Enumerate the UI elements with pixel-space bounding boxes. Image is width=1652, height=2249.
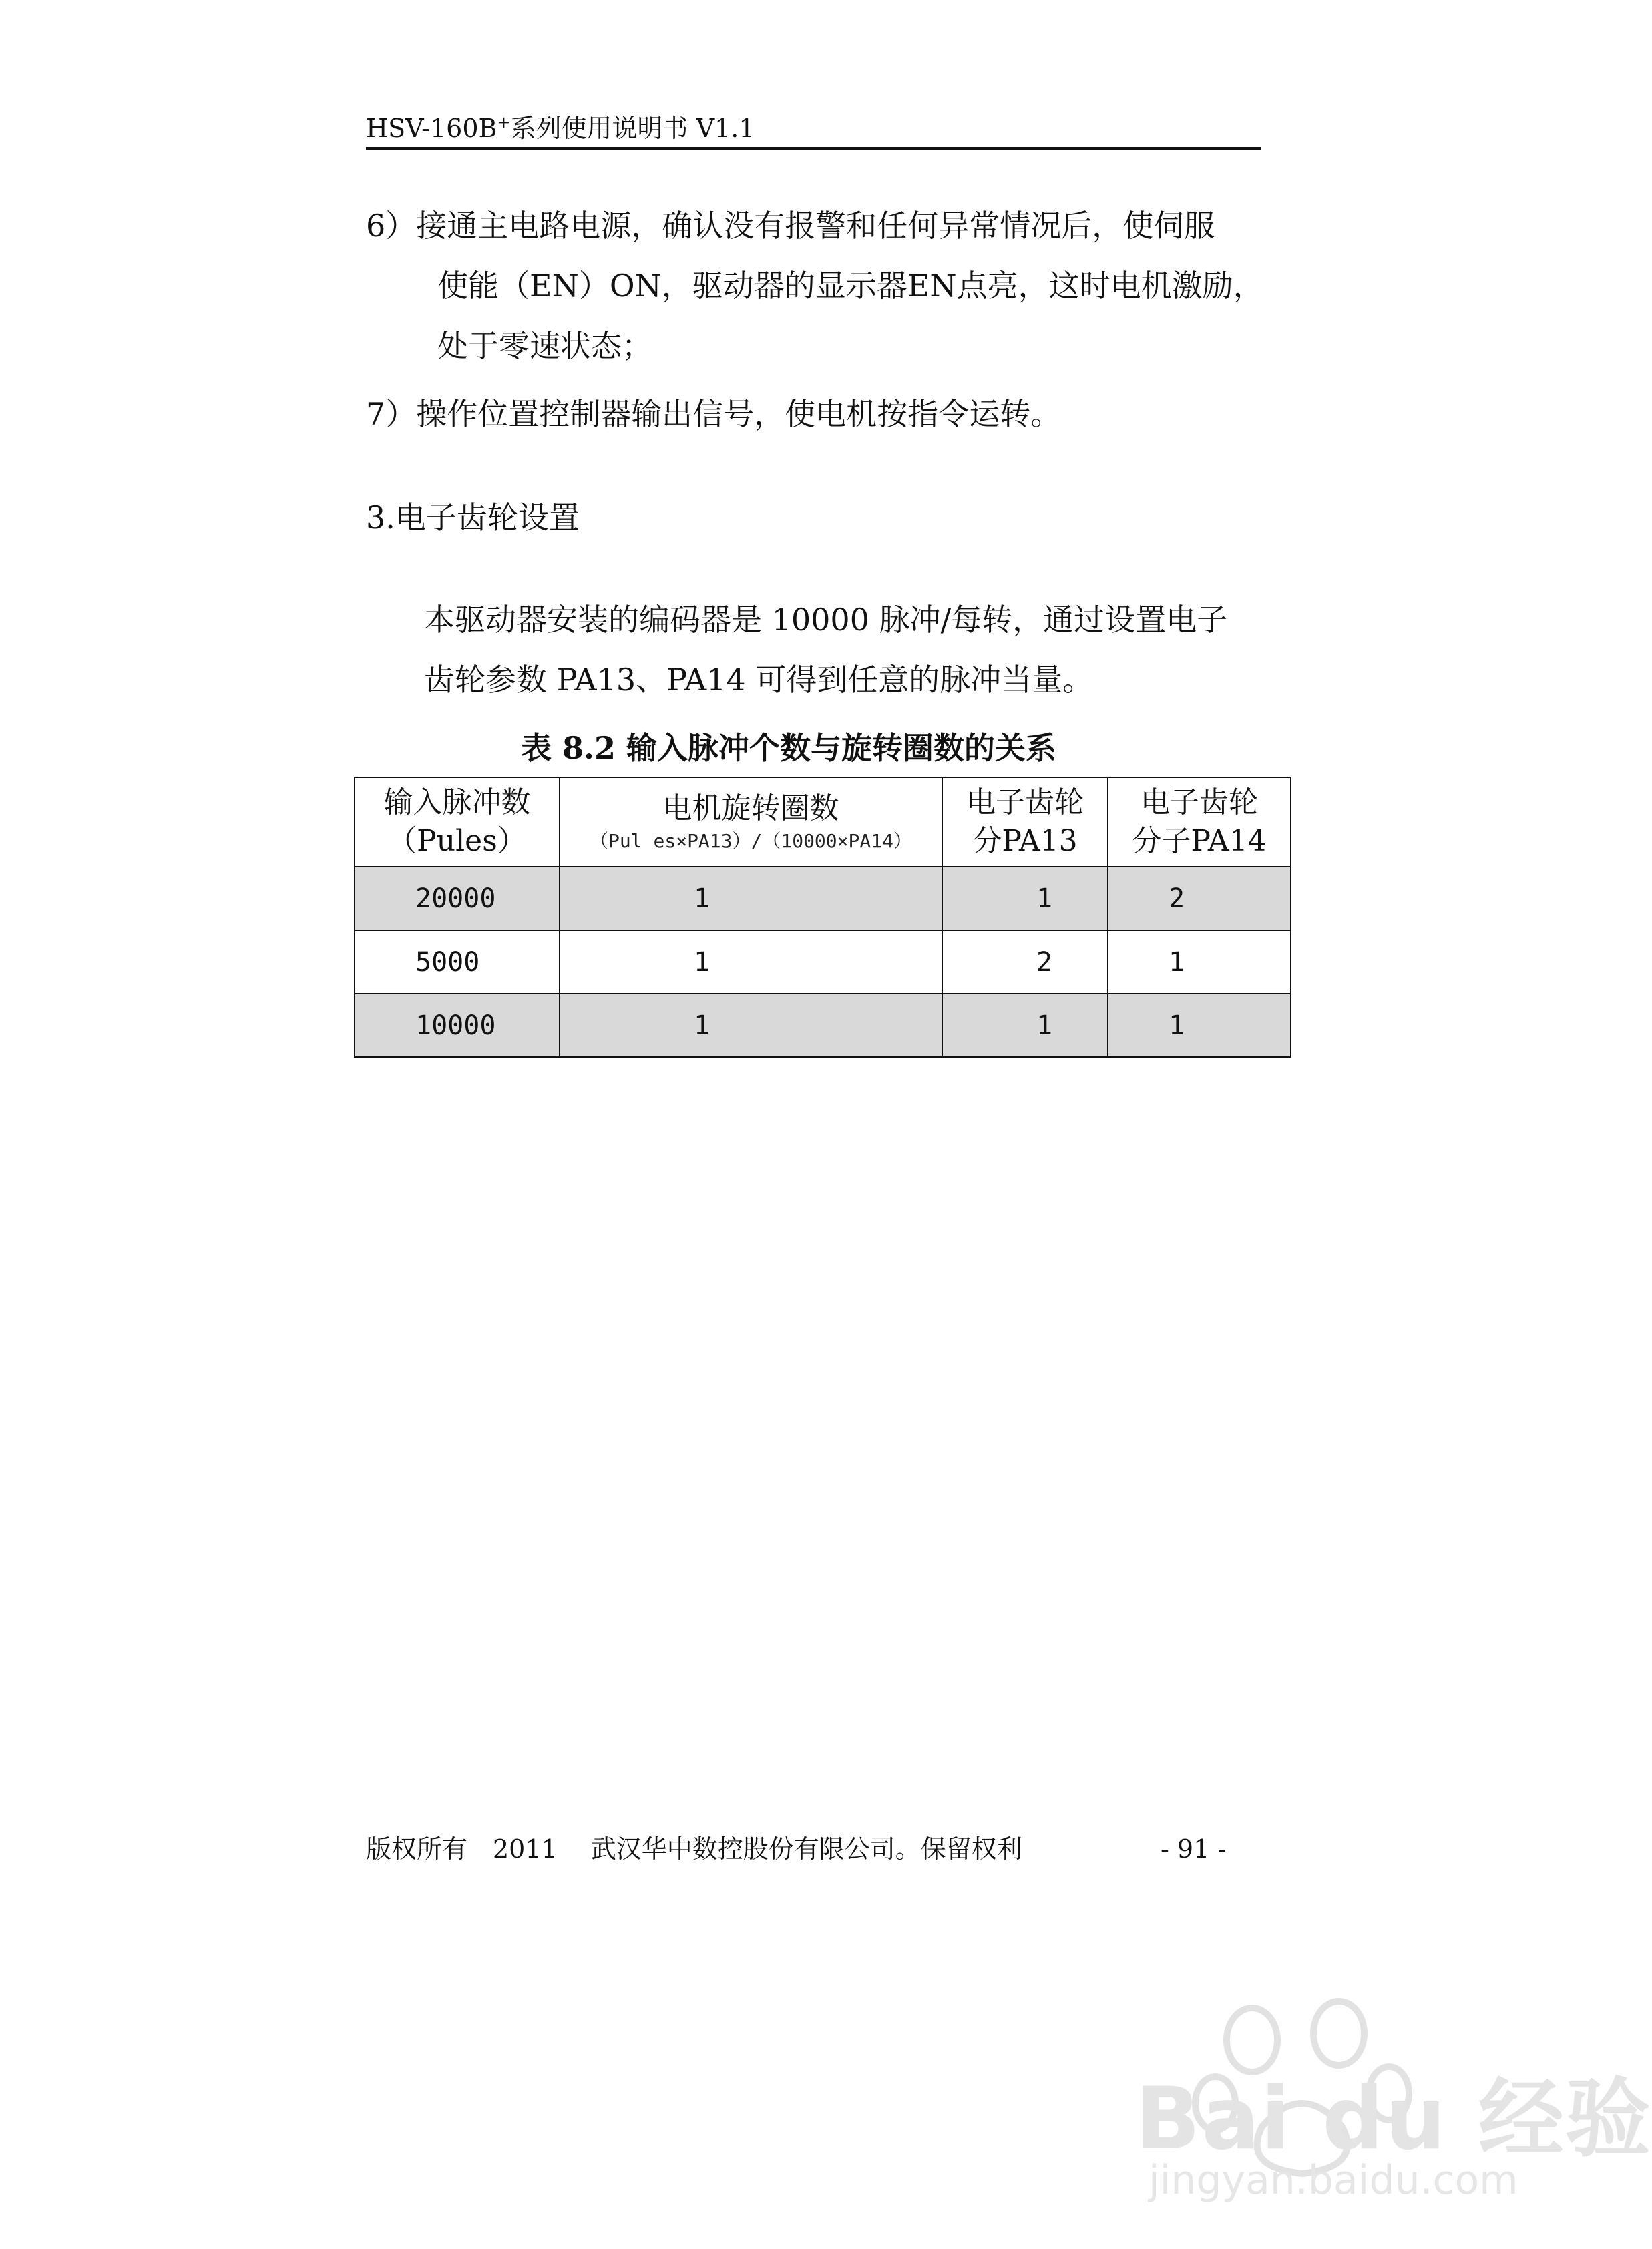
header-input-pulses-line2: （Pules） bbox=[387, 824, 527, 858]
table-row bbox=[355, 867, 1291, 930]
page-header bbox=[366, 112, 755, 144]
header-title-sup: + bbox=[497, 113, 511, 132]
cell-pa14: 1 bbox=[1108, 994, 1291, 1057]
cell-rotations: 1 bbox=[560, 994, 942, 1057]
header-title-suffix: 系列使用说明书 V1.1 bbox=[510, 114, 755, 143]
cell-pa13: 1 bbox=[942, 867, 1108, 930]
header-gear-pa14 bbox=[1108, 777, 1291, 867]
header-motor-rotations-formula: （Pul es×PA13）/（10000×PA14） bbox=[590, 830, 912, 852]
footer-copyright: 版权所有 2011 武汉华中数控股份有限公司。保留权利 bbox=[366, 1834, 1022, 1864]
step-6-line-3: 处于零速状态； bbox=[437, 328, 652, 364]
cell-pa13: 1 bbox=[942, 994, 1108, 1057]
header-gear-pa14-line2: 分子PA14 bbox=[1132, 824, 1267, 858]
table-header-row bbox=[355, 777, 1291, 867]
header-input-pulses bbox=[355, 777, 560, 867]
cell-pulses: 5000 bbox=[355, 930, 560, 994]
footer-page-number: - 91 - bbox=[1161, 1834, 1227, 1864]
header-gear-pa13-line2: 分PA13 bbox=[972, 824, 1078, 858]
header-gear-pa14-line1: 电子齿轮 bbox=[1141, 785, 1258, 819]
section-para-line-2: 齿轮参数 PA13、PA14 可得到任意的脉冲当量。 bbox=[424, 662, 1094, 698]
table-row bbox=[355, 994, 1291, 1057]
cell-pulses: 20000 bbox=[355, 867, 560, 930]
step-6-line-1: 6）接通主电路电源，确认没有报警和任何异常情况后，使伺服 bbox=[366, 208, 1215, 244]
header-title-prefix: HSV-160B bbox=[366, 114, 497, 143]
header-gear-pa13 bbox=[942, 777, 1108, 867]
cell-pa14: 1 bbox=[1108, 930, 1291, 994]
section-title: 3.电子齿轮设置 bbox=[366, 499, 580, 536]
step-7-line-1: 7）操作位置控制器输出信号，使电机按指令运转。 bbox=[366, 396, 1062, 432]
cell-rotations: 1 bbox=[560, 867, 942, 930]
baidu-jingyan-watermark: Bai du 经验 bbox=[1135, 2069, 1652, 2169]
table-row bbox=[355, 930, 1291, 994]
pulse-rotation-table bbox=[354, 777, 1291, 1058]
cell-pulses: 10000 bbox=[355, 994, 560, 1057]
cell-pa13: 2 bbox=[942, 930, 1108, 994]
header-motor-rotations-line1: 电机旋转圈数 bbox=[662, 791, 839, 825]
header-input-pulses-line1: 输入脉冲数 bbox=[383, 785, 531, 819]
section-para-line-1: 本驱动器安装的编码器是 10000 脉冲/每转，通过设置电子 bbox=[424, 602, 1228, 638]
header-motor-rotations bbox=[560, 777, 942, 867]
table-caption: 表 8.2 输入脉冲个数与旋转圈数的关系 bbox=[521, 730, 1057, 766]
header-rule bbox=[366, 147, 1261, 150]
cell-pa14: 2 bbox=[1108, 867, 1291, 930]
step-6-line-2: 使能（EN）ON，驱动器的显示器EN点亮，这时电机激励， bbox=[437, 268, 1264, 304]
cell-rotations: 1 bbox=[560, 930, 942, 994]
watermark-url: jingyan.baidu.com bbox=[1149, 2157, 1518, 2204]
header-gear-pa13-line1: 电子齿轮 bbox=[966, 785, 1084, 819]
